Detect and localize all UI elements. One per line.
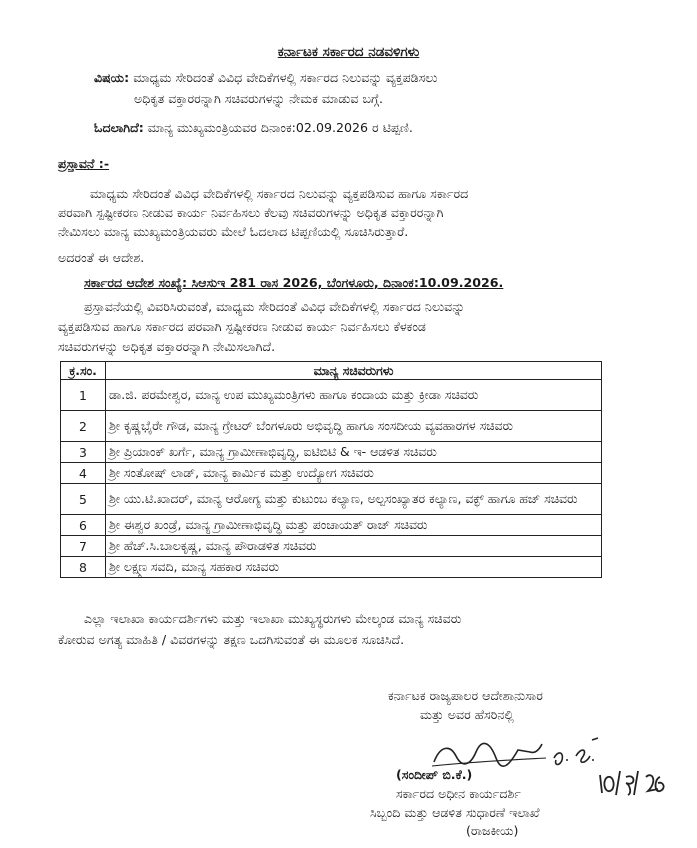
- row-serial: 8: [61, 557, 106, 578]
- order-body-line-1: ಪ್ರಸ್ತಾವನೆಯಲ್ಲಿ ವಿವರಿಸಿರುವಂತೆ, ಮಾಧ್ಯಮ ಸೇರಿದಂತೆ ವಿವಿಧ ವೇದಿಕೆಗಳಲ್ಲಿ ಸರ್ಕಾರದ ನಿಲುವನ್ನು: [84, 299, 465, 314]
- table-row: [61, 536, 602, 557]
- row-minister: ಶ್ರೀ ಲಕ್ಷ್ಮಣ ಸವದಿ, ಮಾನ್ಯ ಸಹಕಾರ ಸಚಿವರು: [106, 557, 602, 578]
- authority-line-2: ಮತ್ತು ಅವರ ಹೆಸರಿನಲ್ಲಿ: [420, 707, 514, 722]
- column-header-ministers: ಮಾನ್ಯ ಸಚಿವರುಗಳು: [106, 362, 602, 380]
- row-serial: 4: [61, 463, 106, 484]
- preamble-line-2: ಪರವಾಗಿ ಸ್ಪಷ್ಟೀಕರಣ ನೀಡುವ ಕಾರ್ಯ ನಿರ್ವಹಿಸಲು ಕೆಲವು ಸಚಿವರುಗಳನ್ನು ಅಧಿಕೃತ ವಕ್ತಾರರನ್ನಾಗಿ: [58, 205, 444, 220]
- ministers-table: [60, 361, 602, 578]
- row-minister: ಶ್ರೀ ಯು.ಟಿ.ಖಾದರ್, ಮಾನ್ಯ ಆರೋಗ್ಯ ಮತ್ತು ಕುಟುಂಬ ಕಲ್ಯಾಣ, ಅಲ್ಪಸಂಖ್ಯಾತರ ಕಲ್ಯಾಣ, ವಕ್ಫ್ ಹಾಗೂ ಹಜ್ ಸಚಿವರು: [106, 484, 602, 515]
- table-row: [61, 463, 602, 484]
- row-serial: 7: [61, 536, 106, 557]
- closing-line-2: ಕೋರುವ ಅಗತ್ಯ ಮಾಹಿತಿ / ವಿವರಗಳನ್ನು ತಕ್ಷಣ ಒದಗಿಸುವಂತೆ ಈ ಮೂಲಕ ಸೂಚಿಸಿದೆ.: [58, 632, 405, 647]
- designation-line-3: (ರಾಜಕೀಯ): [466, 823, 519, 838]
- preamble-label: ಪ್ರಸ್ತಾವನೆ :-: [58, 156, 110, 171]
- document-heading: ಕರ್ನಾಟಕ ಸರ್ಕಾರದ ನಡವಳಿಗಳು: [277, 44, 420, 60]
- row-minister: ಶ್ರೀ ಕೃಷ್ಣಭೈರೇ ಗೌಡ, ಮಾನ್ಯ ಗ್ರೇಟರ್ ಬೆಂಗಳೂರು ಅಭಿವೃದ್ಧಿ ಹಾಗೂ ಸಂಸದೀಯ ವ್ಯವಹಾರಗಳ ಸಚಿವರು: [106, 411, 602, 442]
- subject-text-1: ಮಾಧ್ಯಮ ಸೇರಿದಂತೆ ವಿವಿಧ ವೇದಿಕೆಗಳಲ್ಲಿ ಸರ್ಕಾರದ ನಿಲುವನ್ನು ವ್ಯಕ್ತಪಡಿಸಲು: [133, 70, 438, 85]
- designation-line-1: ಸರ್ಕಾರದ ಅಧೀನ ಕಾರ್ಯದರ್ಶಿ: [396, 786, 521, 801]
- subject-line-1: [94, 70, 437, 86]
- table-row: [61, 515, 602, 536]
- table-row: [61, 380, 602, 411]
- subject-label: ವಿಷಯ:: [94, 70, 130, 85]
- row-serial: 1: [61, 380, 106, 411]
- row-serial: 6: [61, 515, 106, 536]
- row-minister: ಶ್ರೀ ಪ್ರಿಯಾಂಕ್ ಖರ್ಗೆ, ಮಾನ್ಯ ಗ್ರಾಮೀಣಾಭಿವೃದ್ಧಿ, ಐಟಿಬಿಟಿ & ಇ- ಆಡಳಿತ ಸಚಿವರು: [106, 442, 602, 463]
- subject-text-2: ಅಧಿಕೃತ ವಕ್ತಾರರನ್ನಾಗಿ ಸಚಿವರುಗಳನ್ನು ನೇಮಕ ಮಾಡುವ ಬಗ್ಗೆ.: [134, 91, 384, 106]
- row-minister: ಶ್ರೀ ಹೆಚ್.ಸಿ.ಬಾಲಕೃಷ್ಣ, ಮಾನ್ಯ ಪೌರಾಡಳಿತ ಸಚಿವರು: [106, 536, 602, 557]
- order-body-line-3: ಸಚಿವರುಗಳನ್ನು ಅಧಿಕೃತ ವಕ್ತಾರರನ್ನಾಗಿ ನೇಮಿಸಲಾಗಿದೆ.: [58, 339, 276, 354]
- row-serial: 3: [61, 442, 106, 463]
- row-minister: ಶ್ರೀ ಈಶ್ವರ ಖಂಡ್ರೆ, ಮಾನ್ಯ ಗ್ರಾಮೀಣಾಭಿವೃದ್ಧಿ ಮತ್ತು ಪಂಚಾಯತ್ ರಾಜ್ ಸಚಿವರು: [106, 515, 602, 536]
- order-body-line-2: ವ್ಯಕ್ತಪಡಿಸುವ ಹಾಗೂ ಸರ್ಕಾರದ ಪರವಾಗಿ ಸ್ಪಷ್ಟೀಕರಣ ನೀಡುವ ಕಾರ್ಯ ನಿರ್ವಹಿಸಲು ಕೆಳಕಂಡ: [58, 319, 426, 334]
- table-row: [61, 484, 602, 515]
- handwritten-date: [596, 767, 692, 801]
- preamble-line-1: ಮಾಧ್ಯಮ ಸೇರಿದಂತೆ ವಿವಿಧ ವೇದಿಕೆಗಳಲ್ಲಿ ಸರ್ಕಾರದ ನಿಲುವನ್ನು ವ್ಯಕ್ತಪಡಿಸುವ ಹಾಗೂ ಸರ್ಕಾರದ: [90, 186, 469, 201]
- table-row: [61, 557, 602, 578]
- table-header-row: [61, 362, 602, 380]
- closing-line-1: ಎಲ್ಲಾ ಇಲಾಖಾ ಕಾರ್ಯದರ್ಶಿಗಳು ಮತ್ತು ಇಲಾಖಾ ಮುಖ್ಯಸ್ಥರುಗಳು ಮೇಲ್ಕಂಡ ಮಾನ್ಯ ಸಚಿವರು: [84, 611, 462, 626]
- designation-line-2: ಸಿಬ್ಬಂದಿ ಮತ್ತು ಆಡಳಿತ ಸುಧಾರಣೆ ಇಲಾಖೆ: [370, 805, 540, 820]
- column-header-serial: ಕ್ರ.ಸಂ.: [61, 362, 106, 380]
- reference-text: ಮಾನ್ಯ ಮುಖ್ಯಮಂತ್ರಿಯವರ ದಿನಾಂಕ:02.09.2026 ರ ಟಿಪ್ಪಣಿ.: [147, 120, 413, 135]
- table-row: [61, 442, 602, 463]
- row-minister: ಶ್ರೀ ಸಂತೋಷ್ ಲಾಡ್, ಮಾನ್ಯ ಕಾರ್ಮಿಕ ಮತ್ತು ಉದ್ಯೋಗ ಸಚಿವರು: [106, 463, 602, 484]
- table-row: [61, 411, 602, 442]
- preamble-line-3: ನೇಮಿಸಲು ಮಾನ್ಯ ಮುಖ್ಯಮಂತ್ರಿಯವರು ಮೇಲೆ ಓದಲಾದ ಟಿಪ್ಪಣಿಯಲ್ಲಿ ಸೂಚಿಸಿರುತ್ತಾರೆ.: [58, 224, 409, 239]
- reference-line: [94, 120, 413, 136]
- signatory-name: (ಸಂದೀಪ್ ಬಿ.ಕೆ.): [396, 767, 473, 782]
- order-intro: ಅದರಂತೆ ಈ ಆದೇಶ.: [58, 250, 145, 265]
- row-serial: 5: [61, 484, 106, 515]
- row-serial: 2: [61, 411, 106, 442]
- authority-line-1: ಕರ್ನಾಟಕ ರಾಜ್ಯಪಾಲರ ಆದೇಶಾನುಸಾರ: [388, 688, 543, 703]
- reference-label: ಓದಲಾಗಿದೆ:: [94, 120, 144, 135]
- order-number: ಸರ್ಕಾರದ ಆದೇಶ ಸಂಖ್ಯೆ: ಸಿಆಸುಇ 281 ರಾಸ 2026, ಬೆಂಗಳೂರು, ದಿನಾಂಕ:10.09.2026.: [84, 275, 504, 290]
- row-minister: ಡಾ.ಜಿ. ಪರಮೇಶ್ವರ, ಮಾನ್ಯ ಉಪ ಮುಖ್ಯಮಂತ್ರಿಗಳು ಹಾಗೂ ಕಂದಾಯ ಮತ್ತು ಕ್ರೀಡಾ ಸಚಿವರು: [106, 380, 602, 411]
